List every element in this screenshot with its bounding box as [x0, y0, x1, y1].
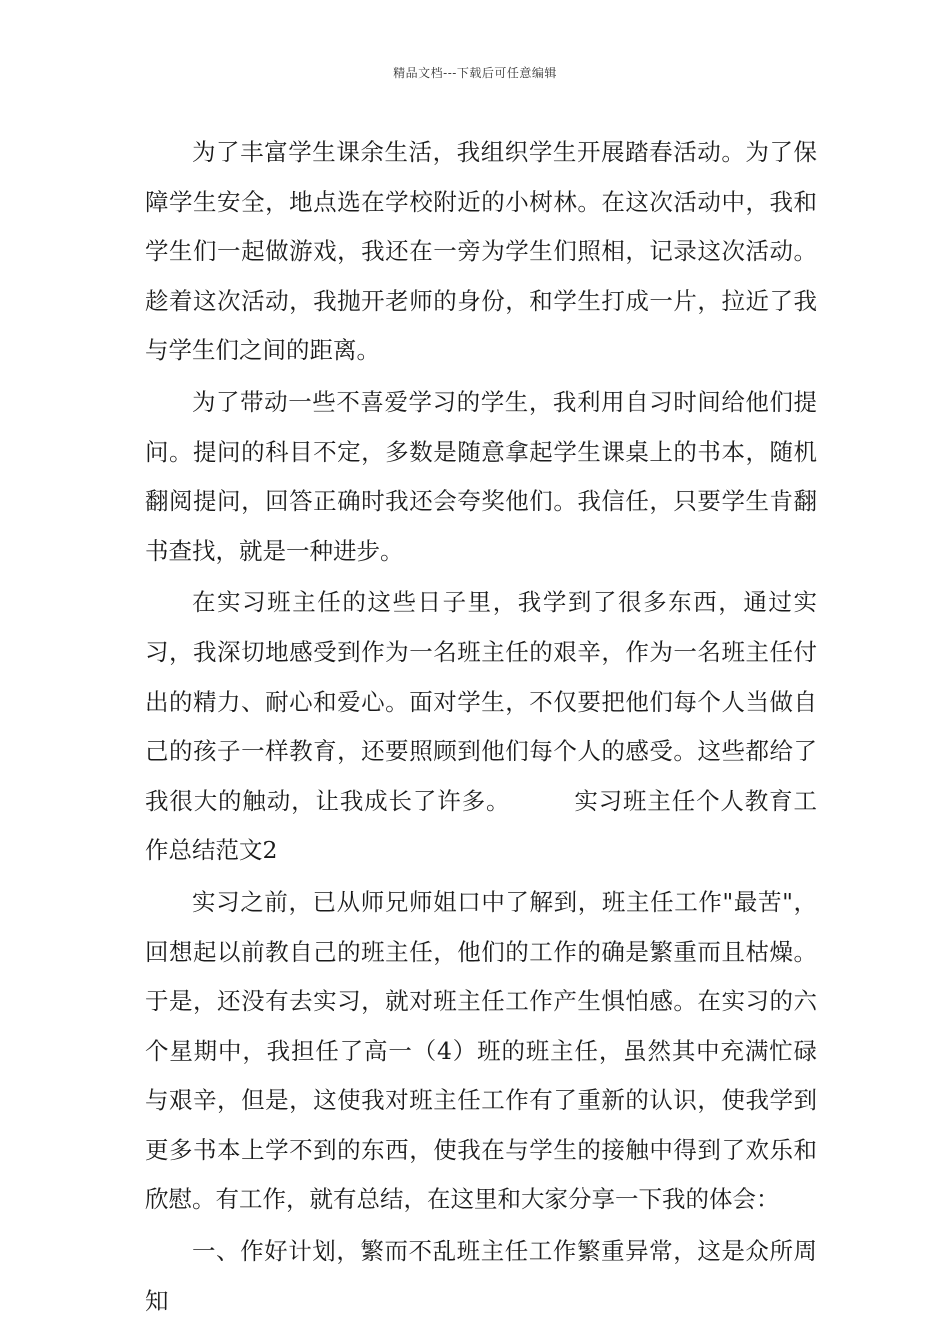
paragraph-text: 在实习班主任的这些日子里，我学到了很多东西，通过实习，我深切地感受到作为一名班主任的艰辛，作为一名班主任付出的精力、耐心和爱心。面对学生，不仅要把他们每个人当做自己的孩子一样教育，还要照顾到他们每个人的感受。这些都给了我很大的触动，让我成长了许多。 [145, 588, 817, 815]
paragraph: 实习之前，已从师兄师姐口中了解到，班主任工作"最苦"，回想起以前教自己的班主任，他们的工作的确是繁重而且枯燥。于是，还没有去实习，就对班主任工作产生惧怕感。在实习的六个星期中，我担任了高一（4）班的班主任，虽然其中充满忙碌与艰辛，但是，这使我对班主任工作有了重新的认识，使我学到更多书本上学不到的东西，使我在与学生的接触中得到了欢乐和欣慰。有工作，就有总结，在这里和大家分享一下我的体会： [145, 887, 817, 1214]
section-title: 实习班主任个人教育工作总结范文2 [145, 786, 817, 865]
page-header: 精品文档---下载后可任意编辑 [393, 66, 557, 80]
paragraph: 为了丰富学生课余生活，我组织学生开展踏春活动。为了保障学生安全，地点选在学校附近的小树林。在这次活动中，我和学生们一起做游戏，我还在一旁为学生们照相，记录这次活动。趁着这次活动，我抛开老师的身份，和学生打成一片，拉近了我与学生们之间的距离。 [145, 138, 817, 365]
paragraph: 一、作好计划，繁而不乱班主任工作繁重异常，这是众所周知 [145, 1237, 817, 1315]
paragraph: 为了带动一些不喜爱学习的学生，我利用自习时间给他们提问。提问的科目不定，多数是随意拿起学生课桌上的书本，随机翻阅提问，回答正确时我还会夸奖他们。我信任，只要学生肯翻书查找，就是一种进步。 [145, 387, 817, 565]
document-body [145, 128, 817, 1328]
paragraph [145, 578, 817, 876]
